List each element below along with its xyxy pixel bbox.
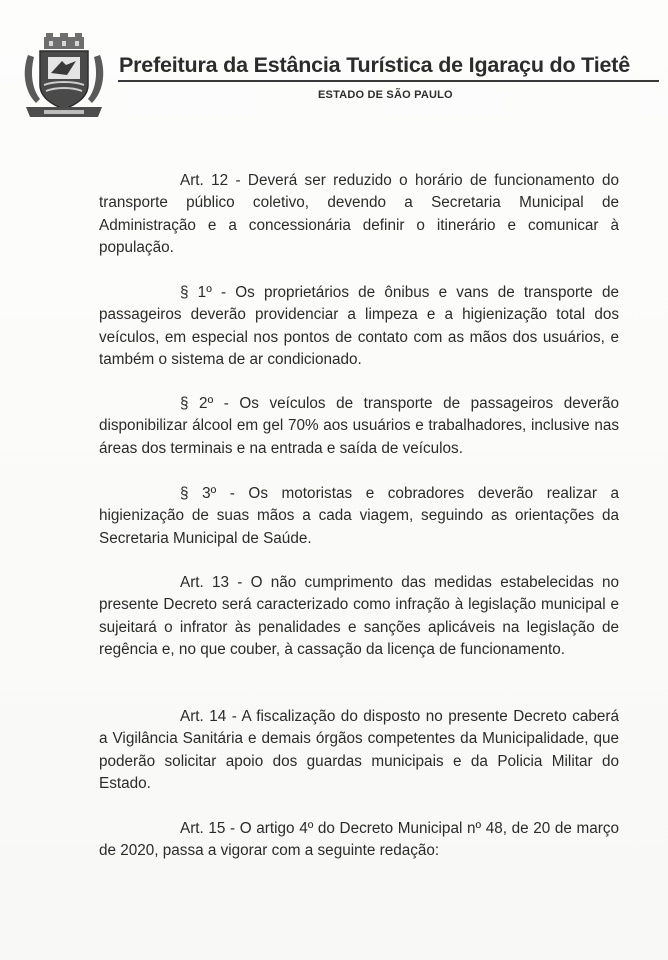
header-subtitle: ESTADO DE SÃO PAULO bbox=[318, 89, 453, 101]
article-14 bbox=[99, 706, 619, 795]
paragraph-text: Art. 14 - A fiscalização do disposto no presente Decreto caberá a Vigilância Sanitária e demais órgãos competentes da Municipalidade, que poderão solicitar apoio dos guardas municipais e da Policia Militar do Estado. bbox=[99, 708, 619, 792]
article-15 bbox=[99, 818, 619, 863]
header-rule bbox=[118, 80, 659, 82]
municipal-coat-of-arms-icon bbox=[20, 33, 108, 125]
paragraph-text: § 1º - Os proprietários de ônibus e vans de transporte de passageiros deverão providenciar a limpeza e a higienização total dos veículos, em especial nos pontos de contato com as mãos dos usuários, e também o sistema de ar condicionado. bbox=[99, 284, 619, 368]
paragraph-text: Art. 12 - Deverá ser reduzido o horário de funcionamento do transporte público coletivo, devendo a Secretaria Municipal de Administração e a concessionária definir o itinerário e comunicar à população. bbox=[99, 172, 619, 256]
article-12-paragraph-3 bbox=[99, 483, 619, 550]
article-13 bbox=[99, 572, 619, 661]
article-12-paragraph-1 bbox=[99, 282, 619, 371]
paragraph-text: § 3º - Os motoristas e cobradores deverão realizar a higienização de suas mãos a cada viagem, seguindo as orientações da Secretaria Municipal de Saúde. bbox=[99, 485, 619, 547]
article-12-paragraph-2 bbox=[99, 393, 619, 460]
article-12 bbox=[99, 170, 619, 259]
header-title: Prefeitura da Estância Turística de Igaraçu do Tietê bbox=[119, 53, 630, 77]
paragraph-text: § 2º - Os veículos de transporte de passageiros deverão disponibilizar álcool em gel 70% aos usuários e trabalhadores, inclusive nas áreas dos terminais e na entrada e saída de veículos. bbox=[99, 395, 619, 457]
paragraph-text: Art. 13 - O não cumprimento das medidas estabelecidas no presente Decreto será caracterizado como infração à legislação municipal e sujeitará o infrator às penalidades e sanções aplicáveis na legislação de regência e, no que couber, à cassação da licença de funcionamento. bbox=[99, 574, 619, 658]
paragraph-text: Art. 15 - O artigo 4º do Decreto Municipal nº 48, de 20 de março de 2020, passa a vigorar com a seguinte redação: bbox=[99, 820, 619, 860]
